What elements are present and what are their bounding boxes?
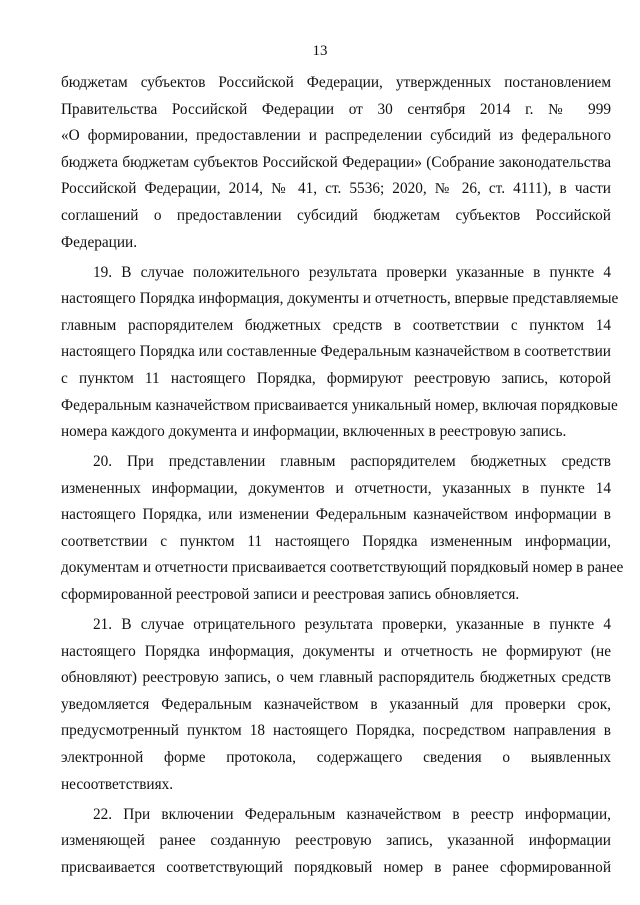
text-line: измененных информации, документов и отчетности, указанных в пункте 14 [61, 479, 611, 497]
text-line: предусмотренный пунктом 18 настоящего Порядка, посредством направления в [61, 722, 611, 740]
text-line: Российской Федерации, 2014, № 41, ст. 5536; 2020, № 26, ст. 4111), в части [61, 180, 611, 198]
text-line: 21. В случае отрицательного результата проверки, указанные в пункте 4 [93, 616, 611, 634]
text-line: электронной форме протокола, содержащего сведения о выявленных [61, 749, 611, 767]
text-line: документам и отчетности присваивается соответствующий порядковый номер в ранее [61, 559, 624, 577]
text-line: настоящего Порядка, или изменении Федеральным казначейством информации в [61, 506, 611, 524]
text-line: 19. В случае положительного результата проверки указанные в пункте 4 [93, 263, 611, 281]
text-line: номера каждого документа и информации, включенных в реестровую запись. [61, 423, 567, 441]
document-body [61, 70, 624, 881]
text-line: настоящего Порядка информация, документы и отчетность, впервые представляемые [61, 290, 619, 308]
text-line: настоящего Порядка информация, документы и отчетность не формируют (не [61, 642, 611, 660]
text-line: бюджетам субъектов Российской Федерации, утвержденных постановлением [61, 74, 611, 91]
text-line: настоящего Порядка или составленные Федеральным казначейством в соответствии [61, 343, 611, 361]
text-line: несоответствиях. [61, 775, 174, 793]
text-line: Правительства Российской Федерации от 30 сентября 2014 г. № 999 [61, 100, 611, 118]
text-line: соглашений о предоставлении субсидий бюджетам субъектов Российской [61, 206, 611, 224]
text-line: изменяющей ранее созданную реестровую запись, указанной информации [61, 832, 611, 850]
text-line: соответствии с пунктом 11 настоящего Порядка измененным информации, [61, 532, 611, 550]
text-line: сформированной реестровой записи и реестровая запись обновляется. [61, 586, 520, 604]
text-line: 22. При включении Федеральным казначейством в реестр информации, [93, 805, 611, 823]
text-line: 20. При представлении главным распорядителем бюджетных средств [93, 453, 611, 471]
text-line: уведомляется Федеральным казначейством в указанный для проверки срок, [61, 695, 611, 713]
text-line: Федеральным казначейством присваивается уникальный номер, включая порядковые [61, 396, 618, 414]
text-line: «О формировании, предоставлении и распределении субсидий из федерального [61, 127, 611, 145]
text-line: присваивается соответствующий порядковый номер в ранее сформированной [61, 858, 611, 876]
page-number: 13 [312, 43, 328, 59]
text-line: главным распорядителем бюджетных средств в соответствии с пунктом 14 [61, 316, 611, 334]
text-line: с пунктом 11 настоящего Порядка, формируют реестровую запись, которой [61, 369, 611, 387]
text-line: обновляют) реестровую запись, о чем главный распорядитель бюджетных средств [61, 669, 611, 687]
text-line: Федерации. [61, 233, 138, 251]
text-line: бюджета бюджетам субъектов Российской Федерации» (Собрание законодательства [61, 153, 611, 171]
